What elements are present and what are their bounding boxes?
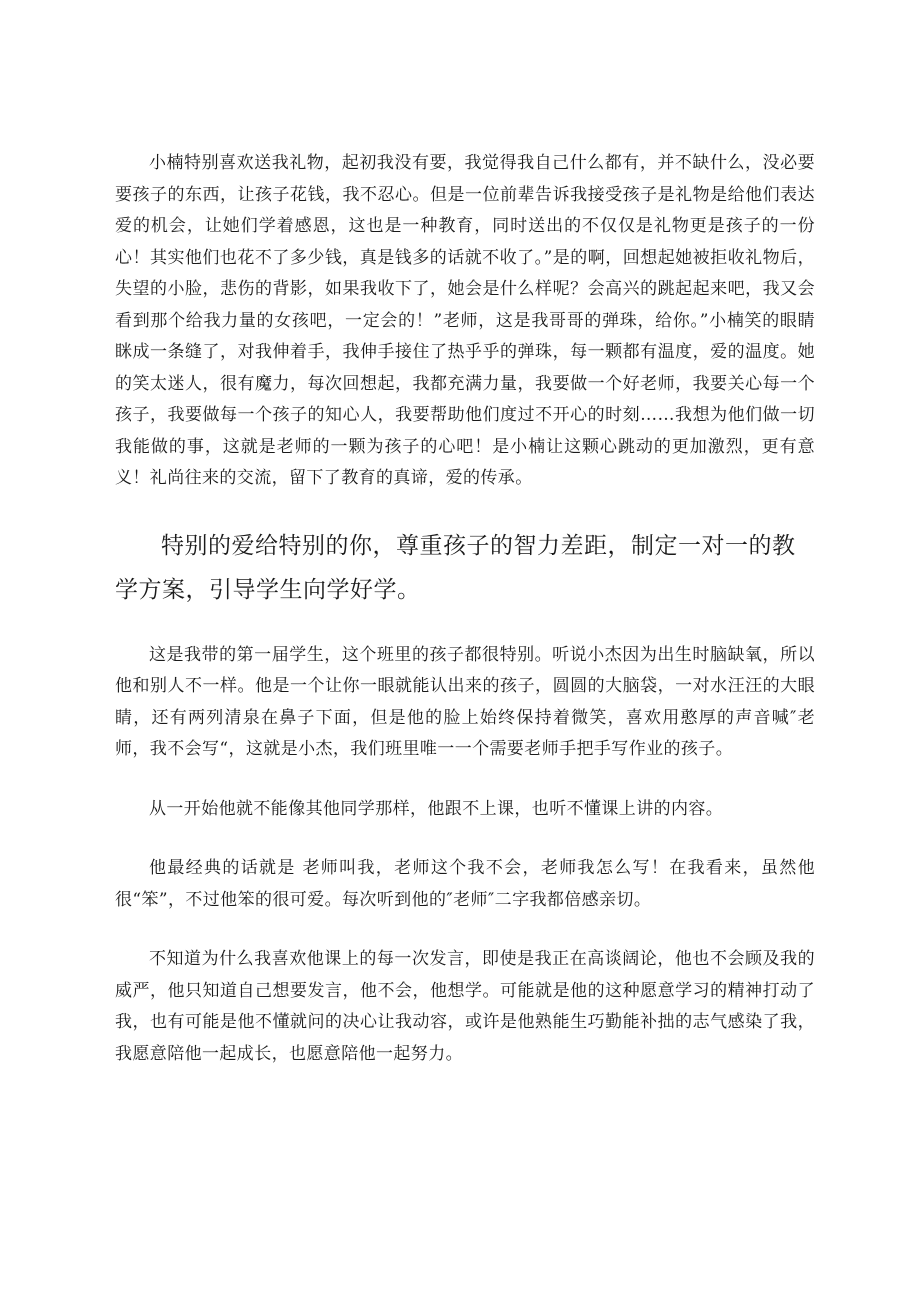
paragraph-speaking-in-class: 不知道为什么我喜欢他课上的每一次发言，即使是我正在高谈阔论，他也不会顾及我的威严，他只知道自己想要发言，他不会，他想学。可能就是他的这种愿意学习的精神打动了我，也有可能是他不懂就问的决心让我动容，或许是他熟能生巧勤能补拙的志气感染了我，我愿意陪他一起成长，也愿意陪他一起努力。 xyxy=(115,949,815,1064)
paragraph-classic-words: 他最经典的话就是 老师叫我，老师这个我不会，老师我怎么写！在我看来，虽然他很“笨”，不过他笨的很可爱。每次听到他的″老师″二字我都倍感亲切。 xyxy=(115,858,815,910)
paragraph-cannot-keep-up: 从一开始他就不能像其他同学那样，他跟不上课，也听不懂课上讲的内容。 xyxy=(149,798,724,819)
paragraph-xiaonan-gifts: 小楠特别喜欢送我礼物，起初我没有要，我觉得我自己什么都有，并不缺什么，没必要要孩子的东西，让孩子花钱，我不忍心。但是一位前辈告诉我接受孩子是礼物是给他们表达爱的机会，让她们学着感恩，这也是一种教育，同时送出的不仅仅是礼物更是孩子的一份心！其实他们也花不了多少钱，真是钱多的话就不收了。”是的啊，回想起她被拒收礼物后，失望的小脸，悲伤的背影，如果我收下了，她会是什么样呢？会高兴的跳起起来吧，我又会看到那个给我力量的女孩吧，一定会的！”老师，这是我哥哥的弹珠，给你。”小楠笑的眼睛眯成一条缝了，对我伸着手，我伸手接住了热乎乎的弹珠，每一颗都有温度，爱的温度。她的笑太迷人，很有魔力，每次回想起，我都充满力量，我要做一个好老师，我要关心每一个孩子，我要做每一个孩子的知心人，我要帮助他们度过不开心的时刻……我想为他们做一切我能做的事，这就是老师的一颗为孩子的心吧！是小楠让这颗心跳动的更加激烈，更有意义！礼尚往来的交流，留下了教育的真谛，爱的传承。 xyxy=(115,153,815,488)
section-heading: 特别的爱给特别的你，尊重孩子的智力差距，制定一对一的教学方案，引导学生向学好学。 xyxy=(115,532,796,603)
paragraph-xiaojie-intro: 这是我带的第一届学生，这个班里的孩子都很特别。听说小杰因为出生时脑缺氧，所以他和别人不一样。他是一个让你一眼就能认出来的孩子，圆圆的大脑袋，一对水汪汪的大眼睛，还有两列清泉在鼻子下面，但是他的脸上始终保持着微笑，喜欢用憨厚的声音喊″老师，我不会写“，这就是小杰，我们班里唯一一个需要老师手把手写作业的孩子。 xyxy=(115,644,815,759)
document-page xyxy=(115,148,815,1070)
